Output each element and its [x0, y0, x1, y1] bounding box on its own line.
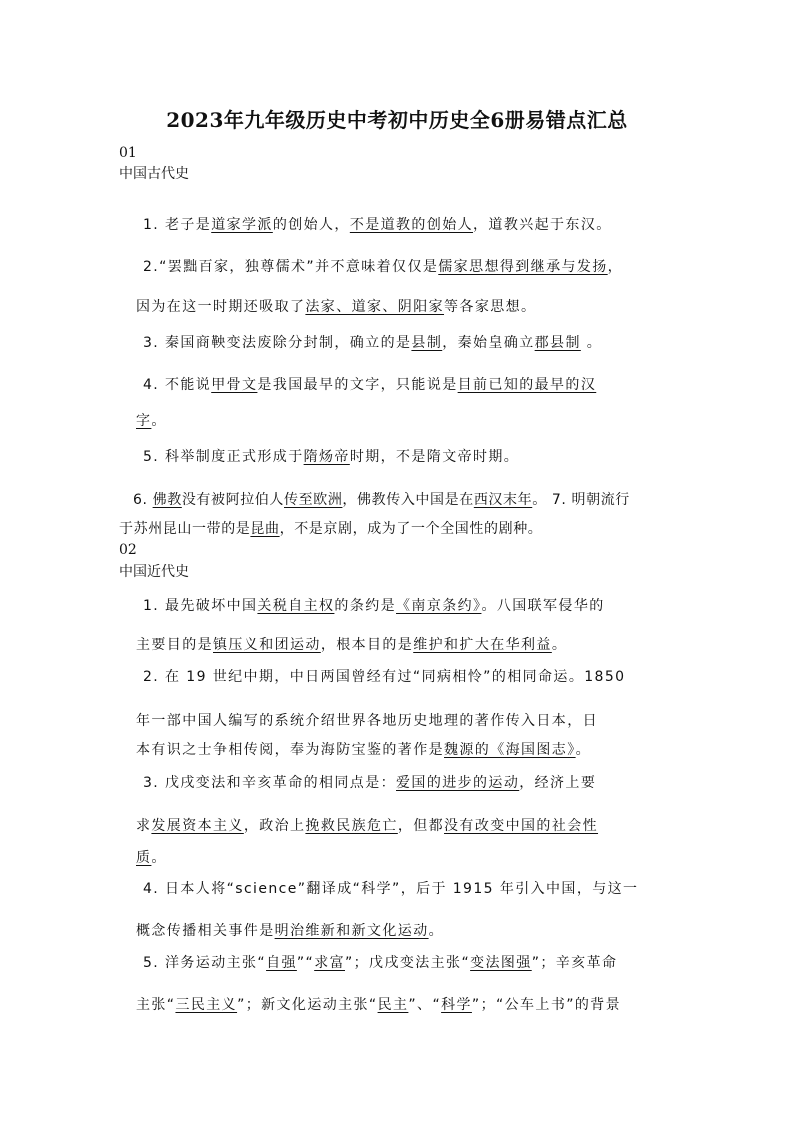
- text-segment: ，政治上: [243, 818, 306, 834]
- underlined-key-phrase: 隋炀帝: [303, 449, 350, 465]
- text-line: [136, 739, 591, 759]
- text-line: [143, 666, 625, 686]
- text-segment: 。: [428, 923, 445, 939]
- text-segment: 于苏州昆山一带的是: [119, 521, 251, 537]
- text-line: [143, 878, 638, 898]
- text-segment: 。 7. 明朝流行: [532, 492, 630, 508]
- underlined-key-phrase: 镇压义和团运动: [213, 637, 321, 653]
- underlined-key-phrase: 佛教: [152, 492, 182, 508]
- text-segment: 2. 在 19 世纪中期，中日两国曾经有过“同病相怜”的相同命运。1850: [143, 669, 626, 685]
- text-segment: 没有被阿拉伯人: [181, 492, 285, 508]
- text-line: [143, 772, 596, 792]
- text-segment: 3. 秦国商鞅变法废除分封制，确立的是: [143, 335, 412, 351]
- text-segment: ”、“: [408, 997, 442, 1013]
- section-number: 02: [119, 542, 137, 558]
- underlined-key-phrase: 变法图强: [470, 955, 532, 971]
- text-segment: 概念传播相关事件是: [136, 923, 275, 939]
- text-segment: 的条约是: [334, 598, 397, 614]
- section-title: 中国古代史: [119, 166, 189, 182]
- text-line: [136, 634, 567, 654]
- underlined-key-phrase: 儒家思想得到继承与发扬: [438, 259, 608, 275]
- text-segment: ”；戊戌变法主张“: [345, 955, 471, 971]
- text-segment: 3. 戊戌变法和辛亥革命的相同点是：: [143, 775, 397, 791]
- underlined-key-phrase: 道家学派: [211, 217, 273, 233]
- text-segment: 是我国最早的文字，只能说是: [257, 377, 458, 393]
- text-segment: 4. 不能说: [143, 377, 212, 393]
- document-title: 2023年九年级历史中考初中历史全6册易错点汇总: [166, 108, 628, 132]
- text-segment: 等各家思想。: [444, 299, 537, 315]
- text-segment: ”；“公车上书”的背景: [471, 997, 622, 1013]
- underlined-key-phrase: 爱国的进步的运动: [396, 775, 520, 791]
- text-segment: ，: [607, 259, 624, 275]
- text-segment: 1. 老子是: [143, 217, 212, 233]
- text-segment: ，佛教传入中国是在: [342, 492, 474, 508]
- underlined-key-phrase: 魏源的《海国图志》: [444, 742, 576, 758]
- section-number: 01: [119, 145, 137, 161]
- underlined-key-phrase: 传至欧洲: [284, 492, 343, 508]
- underlined-key-phrase: 质: [136, 850, 152, 866]
- text-line: [136, 994, 621, 1014]
- underlined-key-phrase: 民主: [377, 997, 409, 1013]
- underlined-key-phrase: 关税自主权: [257, 598, 335, 614]
- text-segment: 时期，不是隋文帝时期。: [349, 449, 520, 465]
- text-segment: ，道教兴起于东汉。: [473, 217, 612, 233]
- text-segment: ，根本目的是: [320, 637, 414, 653]
- text-line: [136, 410, 167, 430]
- text-segment: 求: [136, 818, 152, 834]
- text-line: [143, 332, 602, 352]
- underlined-key-phrase: 没有改变中国的社会性: [444, 818, 599, 834]
- text-segment: 主张“: [136, 997, 176, 1013]
- underlined-key-phrase: 郡县制: [534, 335, 581, 351]
- text-line: [136, 710, 598, 730]
- underlined-key-phrase: 科学: [441, 997, 472, 1013]
- underlined-key-phrase: 明治维新和新文化运动: [274, 923, 429, 939]
- text-segment: ，经济上要: [519, 775, 597, 791]
- text-line: [136, 920, 444, 940]
- text-line: [136, 296, 536, 316]
- text-segment: 。: [151, 850, 167, 866]
- text-line: [143, 374, 596, 394]
- text-segment: ，不是京剧，成为了一个全国性的剧种。: [279, 521, 543, 537]
- text-line: [133, 489, 630, 509]
- underlined-key-phrase: 甲骨文: [211, 377, 258, 393]
- text-segment: 5. 科举制度正式形成于: [143, 449, 304, 465]
- underlined-key-phrase: 维护和扩大在华利益: [413, 637, 552, 653]
- underlined-key-phrase: 不是道教的创始人: [349, 217, 474, 233]
- text-segment: 因为在这一时期还吸取了: [136, 299, 306, 315]
- underlined-key-phrase: 昆曲: [250, 521, 280, 537]
- text-segment: ，秦始皇确立: [442, 335, 535, 351]
- underlined-key-phrase: 字: [136, 413, 152, 429]
- text-segment: 的创始人，: [272, 217, 350, 233]
- text-line: [143, 214, 612, 234]
- underlined-key-phrase: 挽救民族危亡: [305, 818, 398, 834]
- text-segment: 。: [151, 413, 167, 429]
- underlined-key-phrase: 《南京条约》: [396, 598, 482, 614]
- text-segment: 1. 最先破坏中国: [143, 598, 258, 614]
- underlined-key-phrase: 县制: [411, 335, 443, 351]
- text-segment: 主要目的是: [136, 637, 213, 653]
- text-segment: 。: [580, 335, 603, 351]
- underlined-key-phrase: 求富: [314, 955, 345, 971]
- text-segment: 本有识之士争相传阅，奉为海防宝鉴的著作是: [136, 742, 444, 758]
- text-line: [119, 518, 542, 538]
- text-segment: 5. 洋务运动主张“: [143, 955, 267, 971]
- underlined-key-phrase: 发展资本主义: [151, 818, 244, 834]
- section-title: 中国近代史: [119, 564, 189, 580]
- text-line: [143, 595, 605, 615]
- text-segment: 。: [551, 637, 568, 653]
- underlined-key-phrase: 西汉末年: [473, 492, 533, 508]
- text-segment: ”；辛亥革命: [531, 955, 618, 971]
- text-segment: ”“: [296, 955, 315, 971]
- text-segment: ，但都: [397, 818, 445, 834]
- text-segment: 。八国联军侵华的: [481, 598, 605, 614]
- text-line: [136, 815, 598, 835]
- text-line: [143, 256, 623, 276]
- text-segment: 。: [575, 742, 592, 758]
- text-segment: 2.“罢黜百家，独尊儒术”并不意味着仅仅是: [143, 259, 439, 275]
- underlined-key-phrase: 自强: [266, 955, 297, 971]
- text-line: [143, 446, 519, 466]
- text-segment: 4. 日本人将“science”翻译成“科学”，后于 1915 年引入中国，与这一: [143, 881, 639, 897]
- text-line: [136, 847, 167, 867]
- underlined-key-phrase: 法家、道家、阴阳家: [305, 299, 445, 315]
- text-segment: ”；新文化运动主张“: [237, 997, 378, 1013]
- text-line: [143, 952, 617, 972]
- underlined-key-phrase: 目前已知的最早的汉: [457, 377, 597, 393]
- text-segment: 6.: [133, 492, 153, 508]
- underlined-key-phrase: 三民主义: [175, 997, 238, 1013]
- text-segment: 年一部中国人编写的系统介绍世界各地历史地理的著作传入日本，日: [136, 713, 598, 729]
